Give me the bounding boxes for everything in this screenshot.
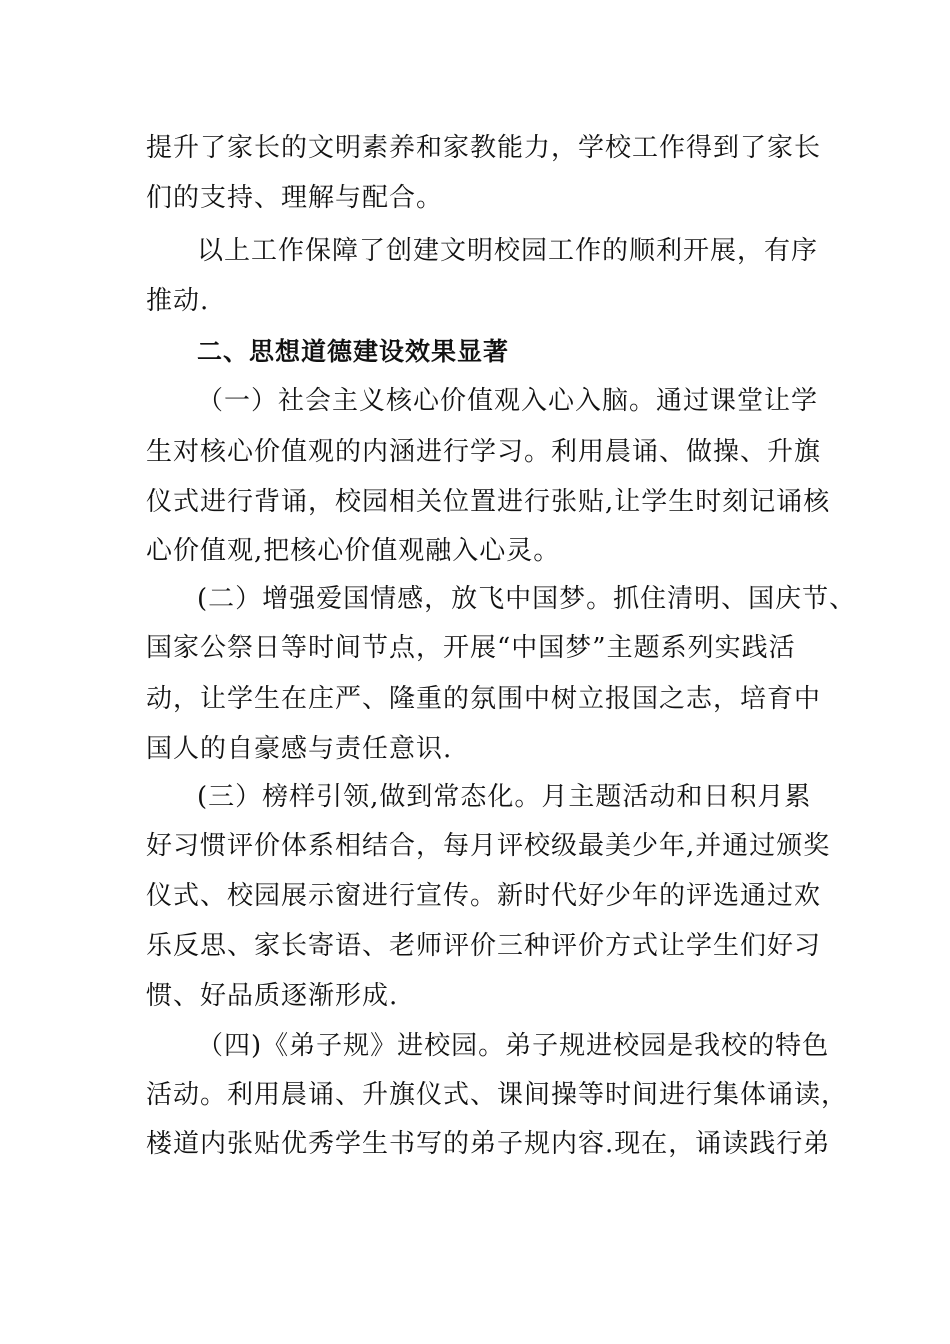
paragraph-line: 提升了家长的文明素养和家教能力，学校工作得到了家长	[146, 133, 822, 163]
paragraph-line: 们的支持、理解与配合。	[146, 183, 444, 213]
paragraph-line: 国人的自豪感与责任意识.	[146, 734, 453, 764]
paragraph-line: 好习惯评价体系相结合，每月评校级最美少年,并通过颁奖	[146, 831, 831, 861]
paragraph-line: (二）增强爱国情感，放飞中国梦。抓住清明、国庆节、	[197, 584, 857, 614]
paragraph-line: （一）社会主义核心价值观入心入脑。通过课堂让学	[197, 386, 819, 416]
paragraph-line: 活动。利用晨诵、升旗仪式、课间操等时间进行集体诵读，	[146, 1080, 849, 1110]
paragraph-line: 国家公祭日等时间节点，开展“中国梦”主题系列实践活	[146, 633, 796, 663]
paragraph-line: 心价值观,把核心价值观融入心灵。	[146, 536, 561, 566]
paragraph-line: (三）榜样引领,做到常态化。月主题活动和日积月累	[197, 782, 812, 812]
paragraph-line: 乐反思、家长寄语、老师评价三种评价方式让学生们好习	[146, 931, 822, 961]
paragraph-line: 生对核心价值观的内涵进行学习。利用晨诵、做操、升旗	[146, 437, 822, 467]
paragraph-line: （四)《弟子规》进校园。弟子规进校园是我校的特色	[197, 1031, 830, 1061]
paragraph-line: 以上工作保障了创建文明校园工作的顺利开展，有序	[197, 236, 819, 266]
paragraph-line: 动，让学生在庄严、隆重的氛围中树立报国之志，培育中	[146, 684, 822, 714]
paragraph-line: 仪式进行背诵，校园相关位置进行张贴,让学生时刻记诵核	[146, 487, 831, 517]
paragraph-line: 仪式、校园展示窗进行宣传。新时代好少年的评选通过欢	[146, 881, 822, 911]
paragraph-line: 惯、好品质逐渐形成.	[146, 981, 399, 1011]
paragraph-line: 推动.	[146, 286, 210, 316]
section-heading: 二、思想道德建设效果显著	[197, 337, 510, 366]
paragraph-line: 楼道内张贴优秀学生书写的弟子规内容.现在，诵读践行弟	[146, 1129, 831, 1159]
